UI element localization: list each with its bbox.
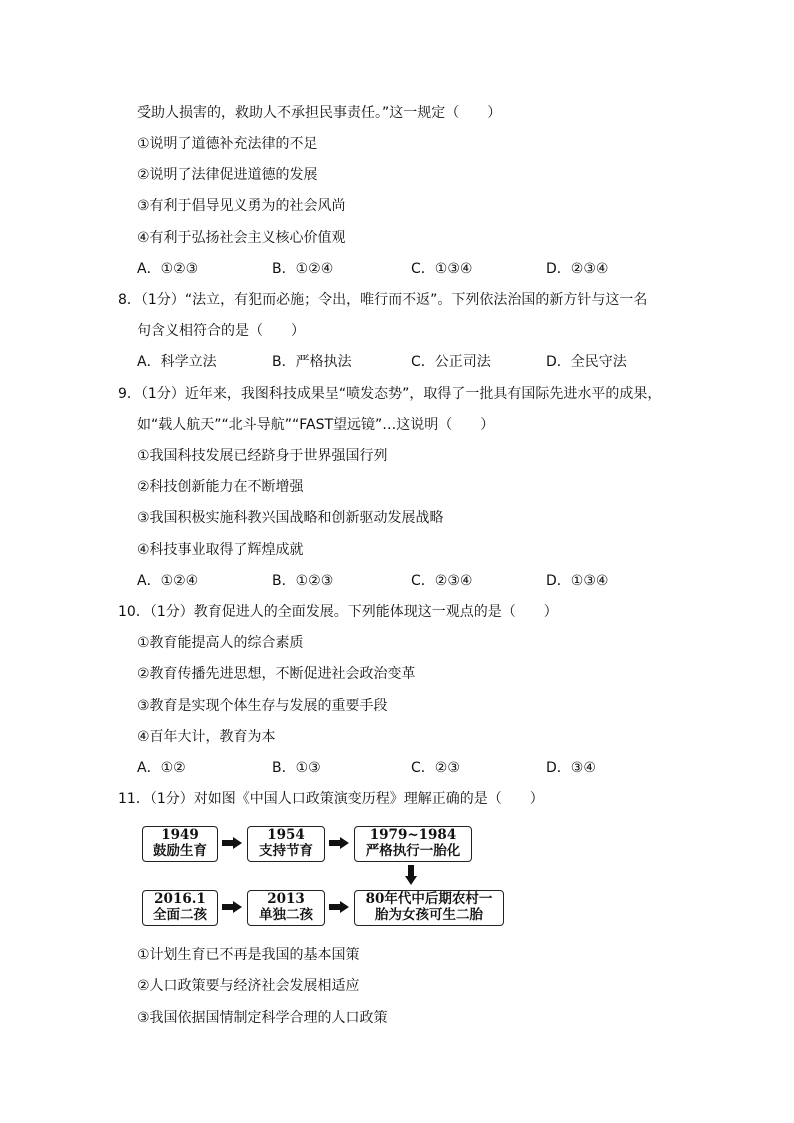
q9-statement-1: ①我国科技发展已经跻身于世界强国行列 [137, 448, 388, 464]
arrow-right-icon [222, 837, 242, 849]
q7-statement-4: ④有利于弘扬社会主义核心价值观 [137, 230, 346, 246]
q7-option-c: C．①③④ [411, 261, 473, 277]
policy-text-line-1: 80年代中后期农村一 [365, 891, 493, 907]
q8-option-a: A．科学立法 [137, 354, 217, 370]
q9-stem-line-2: 如“载人航天”“北斗导航”“FAST望远镜”…这说明（ ） [137, 417, 495, 433]
policy-text: 单独二孩 [259, 907, 313, 923]
q10-statement-3: ③教育是实现个体生存与发展的重要手段 [137, 698, 388, 714]
q8-stem-line-2: 句含义相符合的是（ ） [137, 323, 305, 339]
q9-statement-2: ②科技创新能力在不断增强 [137, 479, 304, 495]
q8-stem-line-1: 8．（1分）“法立，有犯而必施；令出，唯行而不返”。下列依法治国的新方针与这一名 [118, 292, 648, 308]
policy-year: 1979~1984 [369, 827, 457, 843]
policy-year: 1954 [267, 827, 305, 843]
q9-option-d: D．①③④ [546, 573, 609, 589]
q9-stem-line-1: 9．（1分）近年来，我图科技成果呈“喷发态势”，取得了一批具有国际先进水平的成果， [118, 386, 662, 402]
policy-box-2013 [247, 890, 325, 926]
q7-option-a: A．①②③ [137, 261, 199, 277]
q7-statement-1: ①说明了道德补充法律的不足 [137, 136, 318, 152]
arrow-down-icon [405, 865, 417, 885]
policy-text-line-2: 胎为女孩可生二胎 [375, 907, 483, 923]
q8-option-b: B．严格执法 [272, 354, 352, 370]
q11-statement-3: ③我国依据国情制定科学合理的人口政策 [137, 1010, 388, 1026]
q9-option-b: B．①②③ [272, 573, 334, 589]
q7-option-d: D．②③④ [546, 261, 609, 277]
q9-statement-3: ③我国积极实施科教兴国战略和创新驱动发展战略 [137, 510, 444, 526]
arrow-right-icon [222, 901, 242, 913]
q9-option-a: A．①②④ [137, 573, 199, 589]
q10-option-b: B．①③ [272, 760, 321, 776]
policy-box-1979-1984 [354, 826, 472, 862]
q11-stem: 11．（1分）对如图《中国人口政策演变历程》理解正确的是（ ） [118, 791, 544, 807]
arrow-right-icon [329, 837, 349, 849]
q7-stem-continued: 受助人损害的，救助人不承担民事责任。”这一规定（ ） [137, 105, 502, 121]
q10-statement-1: ①教育能提高人的综合素质 [137, 635, 304, 651]
policy-box-1949 [142, 826, 218, 862]
arrow-left-icon [329, 901, 349, 913]
q7-statement-2: ②说明了法律促进道德的发展 [137, 167, 318, 183]
q9-statement-4: ④科技事业取得了辉煌成就 [137, 542, 304, 558]
policy-box-1954 [247, 826, 325, 862]
q7-option-b: B．①②④ [272, 261, 334, 277]
q8-option-c: C．公正司法 [411, 354, 491, 370]
q10-option-d: D．③④ [546, 760, 596, 776]
policy-year: 2013 [267, 891, 305, 907]
q10-statement-2: ②教育传播先进思想，不断促进社会政治变革 [137, 666, 416, 682]
policy-year: 2016.1 [154, 891, 206, 907]
policy-text: 鼓励生育 [153, 843, 207, 859]
q11-statement-2: ②人口政策要与经济社会发展相适应 [137, 978, 360, 994]
policy-box-2016 [142, 890, 218, 926]
policy-text: 严格执行一胎化 [365, 843, 461, 859]
policy-text: 全面二孩 [153, 907, 207, 923]
q7-statement-3: ③有利于倡导见义勇为的社会风尚 [137, 198, 346, 214]
q10-option-a: A．①② [137, 760, 186, 776]
q11-statement-1: ①计划生育已不再是我国的基本国策 [137, 947, 360, 963]
q10-stem: 10．（1分）教育促进人的全面发展。下列能体现这一观点的是（ ） [118, 604, 558, 620]
q9-option-c: C．②③④ [411, 573, 473, 589]
policy-year: 1949 [161, 827, 199, 843]
q10-statement-4: ④百年大计，教育为本 [137, 729, 276, 745]
policy-box-1980s-rural [354, 890, 504, 926]
q8-option-d: D．全民守法 [546, 354, 627, 370]
q10-option-c: C．②③ [411, 760, 460, 776]
policy-text: 支持节育 [259, 843, 313, 859]
